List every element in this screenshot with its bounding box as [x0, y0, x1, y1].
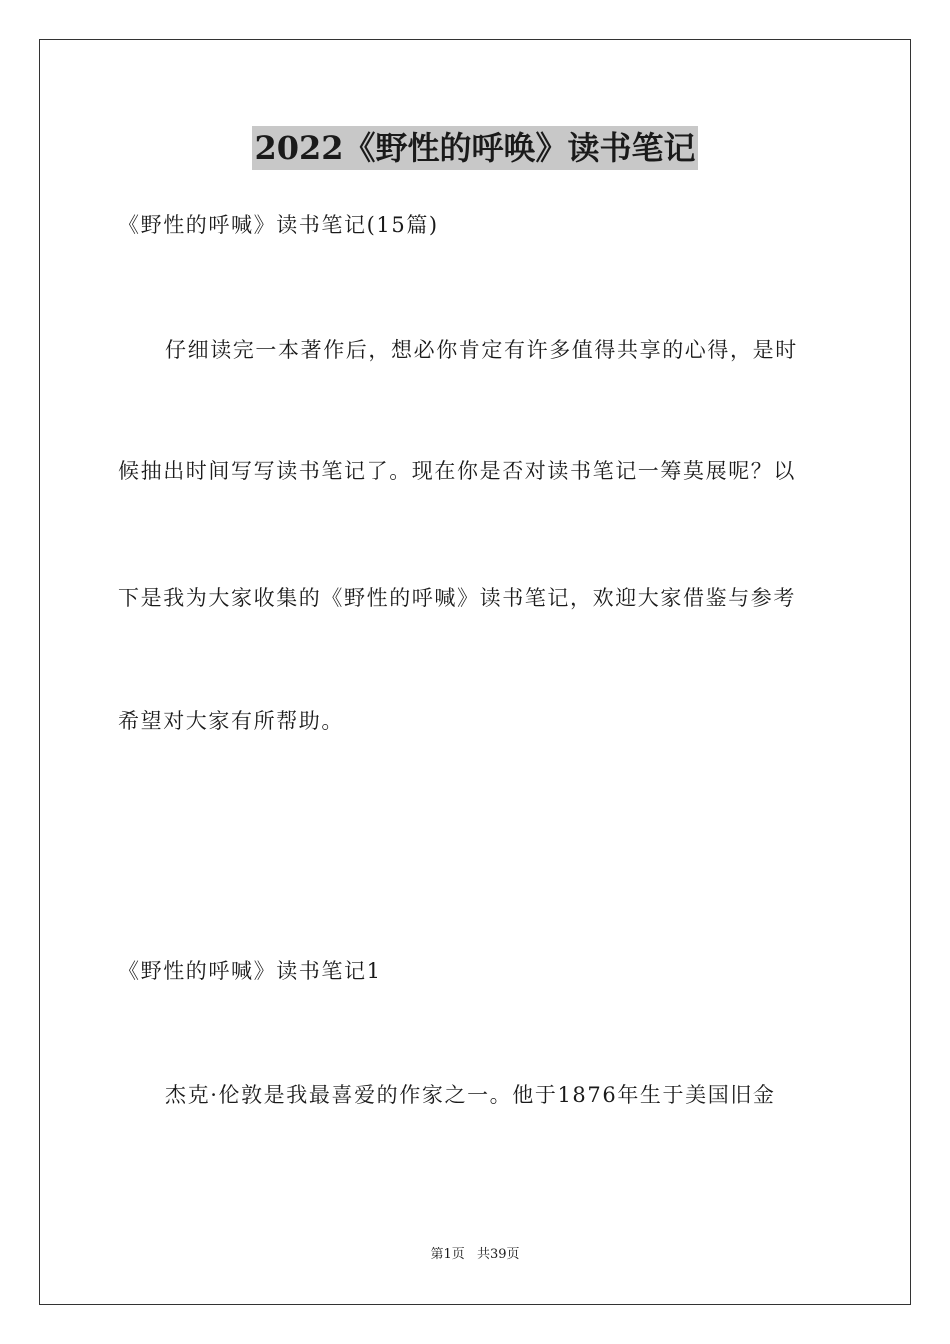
intro-line-3: 下是我为大家收集的《野性的呼喊》读书笔记，欢迎大家借鉴与参考: [118, 586, 796, 610]
intro-line-2: 候抽出时间写写读书笔记了。现在你是否对读书笔记一筹莫展呢？以: [118, 459, 796, 483]
intro-line-1: 仔细读完一本著作后，想必你肯定有许多值得共享的心得，是时: [165, 338, 798, 362]
total-pages: 共39页: [476, 1247, 520, 1262]
intro-line-4: 希望对大家有所帮助。: [118, 709, 344, 733]
page-number: 第1页: [430, 1247, 465, 1262]
page-footer: [0, 1246, 950, 1264]
title-container: [0, 126, 950, 170]
document-title: 2022《野性的呼唤》读书笔记: [252, 126, 697, 170]
document-subtitle: 《野性的呼喊》读书笔记(15篇): [118, 213, 439, 237]
section-paragraph-line-1: 杰克·伦敦是我最喜爱的作家之一。他于1876年生于美国旧金: [165, 1083, 776, 1107]
section-heading: 《野性的呼喊》读书笔记1: [118, 959, 382, 983]
